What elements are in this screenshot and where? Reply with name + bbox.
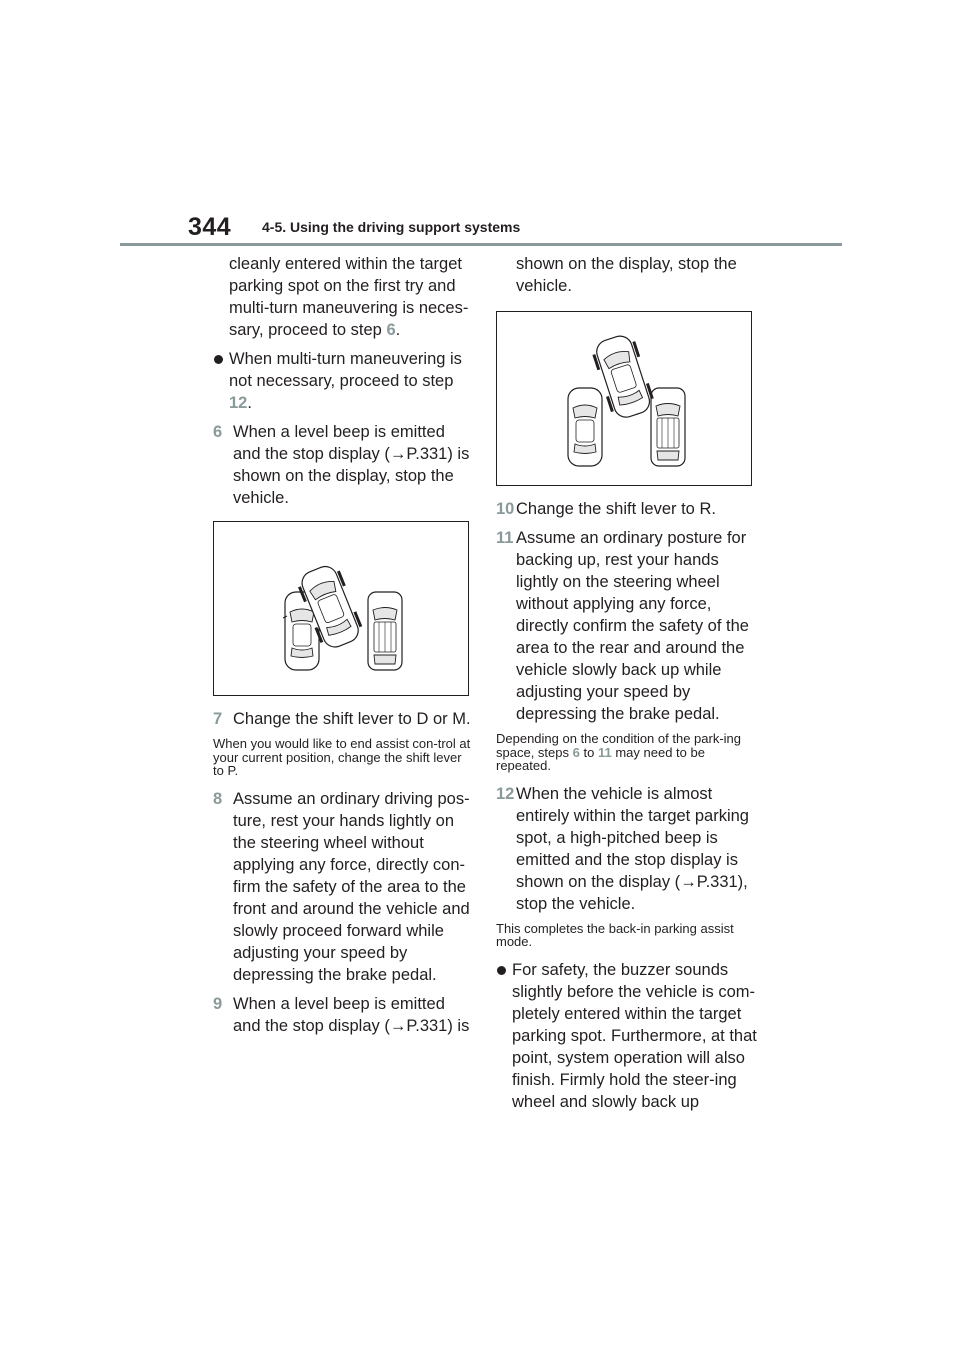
parking-illustration-forward: [213, 521, 469, 696]
note-text: When you would like to end assist con-trol at your current position, change the shift lever to P.: [213, 736, 471, 778]
arrow-icon: →: [680, 872, 697, 891]
bullet-icon: [214, 355, 223, 364]
step-number: 6: [213, 423, 223, 441]
step-number: 9: [213, 994, 223, 1013]
parking-illustration-reverse: [496, 311, 752, 486]
step-11: 11 Assume an ordinary posture for backing up, rest your hands lightly on the steering wheel without applying any force, directly confirm the safety of the area to the rear and around the vehicle slowly back up while adjusting your speed by depressing the brake pedal.: [496, 529, 749, 723]
step-number: 8: [213, 789, 223, 808]
section-title: 4-5. Using the driving support systems: [262, 219, 521, 235]
step-reference: 11: [597, 744, 612, 760]
note-text: This completes the back-in parking assist mode.: [496, 920, 734, 949]
parked-car-left-icon: [568, 388, 602, 466]
bullet-item: For safety, the buzzer sounds slightly before the vehicle is com-pletely entered within the target parking spot. Furthermore, at that point, system operation will also finish. Firmly hold the steer-ing wheel and slowly back up: [496, 959, 758, 1113]
continued-paragraph: shown on the display, stop the vehicle.: [516, 255, 737, 295]
bullet-icon: [497, 966, 506, 975]
step-number: 12: [496, 784, 515, 803]
note-text: Depending on the condition of the park-ing space, steps 6 to 11 may need to be repeated.: [496, 731, 742, 773]
step-number: 11: [496, 529, 514, 547]
parked-car-right-icon: [651, 388, 685, 466]
left-column: [213, 253, 475, 1044]
page-number: 344: [188, 213, 232, 241]
step-7: 7 Change the shift lever to D or M.: [213, 710, 471, 728]
step-number: 7: [213, 710, 223, 728]
parked-car-right-icon: [368, 592, 402, 670]
step-reference: 12: [229, 394, 248, 412]
right-column: [496, 253, 758, 1120]
arrow-icon: →: [389, 445, 407, 463]
arrow-icon: →: [389, 1016, 407, 1035]
step-12: 12 When the vehicle is almost entirely within the target parking spot, a high-pitched beep is emitted and the stop display is shown on the display (→P.331), stop the vehicle.: [496, 784, 749, 913]
step-6: 6 When a level beep is emitted and the stop display (→P.331) is shown on the display, stop the vehicle.: [213, 423, 470, 507]
page-header: [0, 0, 960, 250]
step-10: 10 Change the shift lever to R.: [496, 500, 716, 518]
step-number: 10: [496, 500, 515, 518]
step-reference: 6: [386, 321, 396, 339]
bullet-item: When multi-turn maneuvering is not necessary, proceed to step 12.: [213, 348, 475, 414]
step-reference: 6: [572, 744, 580, 760]
step-9: 9 When a level beep is emitted and the stop display (→P.331) is: [213, 994, 470, 1035]
header-divider: [120, 243, 842, 246]
continued-paragraph: cleanly entered within the target parking spot on the first try and multi-turn maneuvering is neces-sary, proceed to step 6.: [229, 255, 469, 339]
step-8: 8 Assume an ordinary driving pos-ture, rest your hands lightly on the steering wheel without applying any force, directly con-firm the safety of the area to the front and around the vehicle and slowly proceed forward while adjusting your speed by depressing the brake pedal.: [213, 789, 470, 984]
